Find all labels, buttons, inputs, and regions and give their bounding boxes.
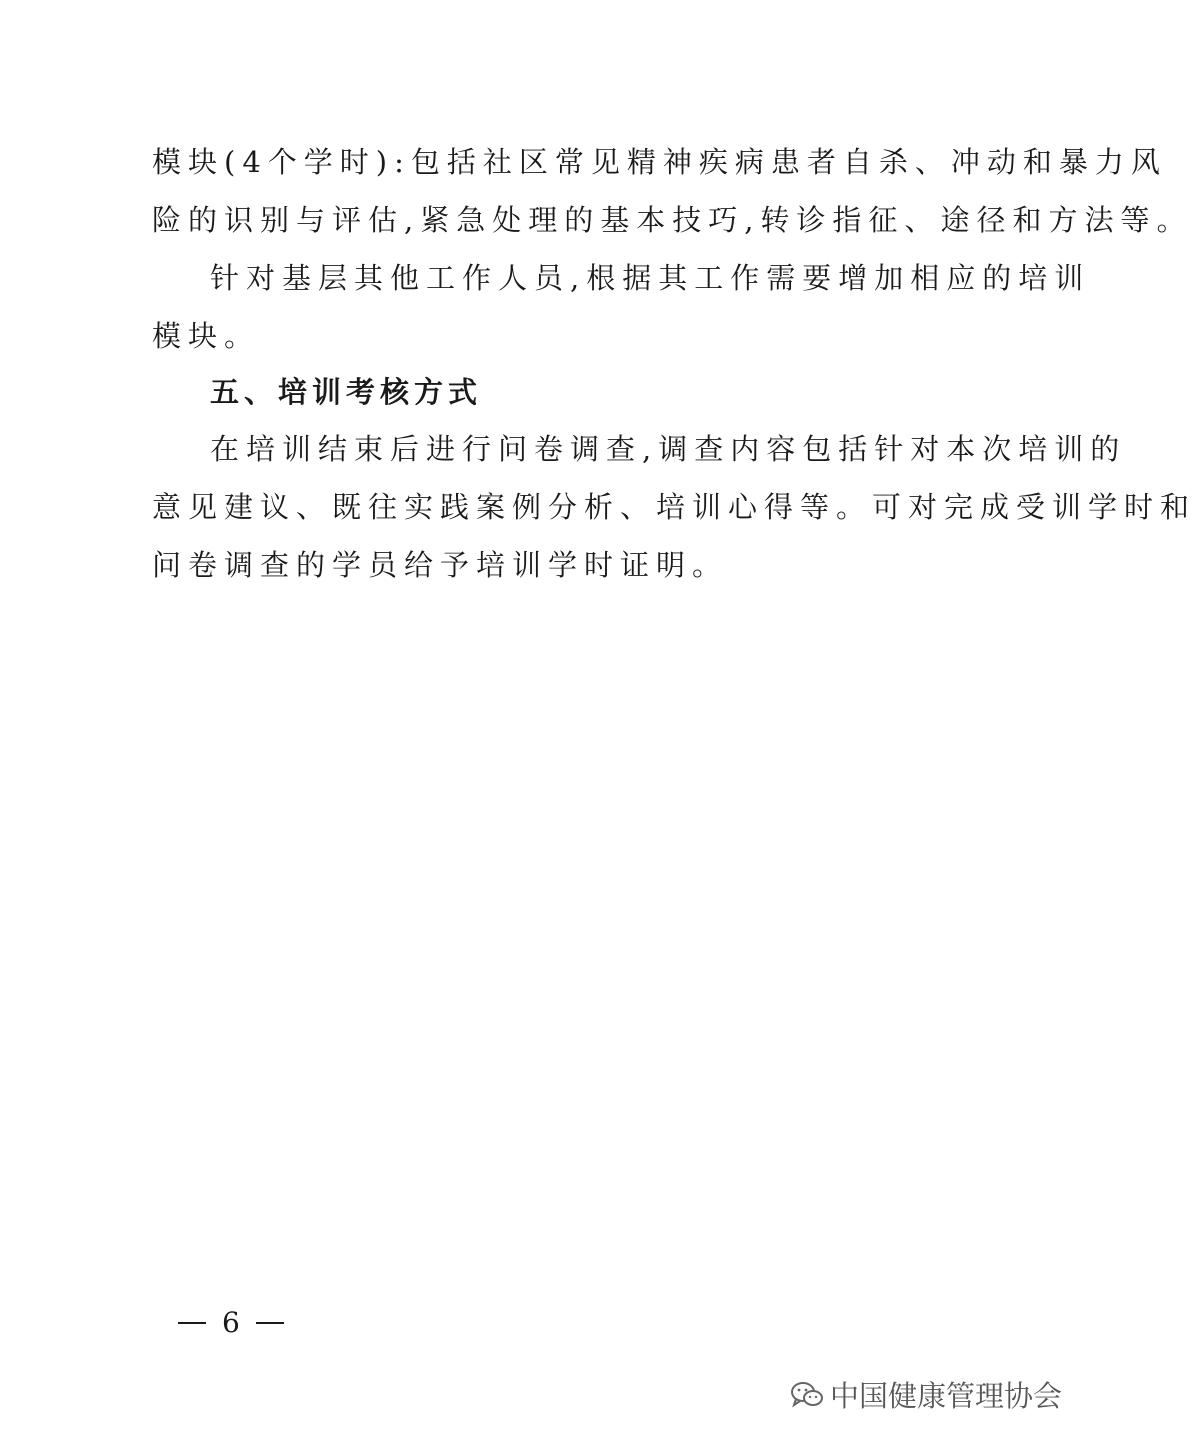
text-line: 在培训结束后进行问卷调查,调查内容包括针对本次培训的 [210, 432, 1127, 466]
text-line: 意见建议、既往实践案例分析、培训心得等。可对完成受训学时和 [152, 490, 1196, 524]
dash-left [178, 1322, 206, 1324]
watermark-text: 中国健康管理协会 [830, 1379, 1063, 1413]
text-line: 针对基层其他工作人员,根据其工作需要增加相应的培训 [210, 261, 1091, 295]
dash-right [256, 1322, 284, 1324]
watermark [790, 1374, 1062, 1415]
text-line: 问卷调查的学员给予培训学时证明。 [152, 548, 729, 582]
section-heading: 五、培训考核方式 [210, 375, 483, 409]
text-line: 模块。 [152, 319, 261, 353]
paragraph-assessment [152, 420, 1196, 594]
page-number-value: 6 [222, 1306, 240, 1339]
text-line: 险的识别与评估,紧急处理的基本技巧,转诊指征、途径和方法等。 [152, 203, 1193, 237]
paragraph-module-content [152, 133, 1193, 249]
paragraph-other-staff [152, 249, 1091, 365]
page-number [178, 1306, 284, 1339]
wechat-icon [790, 1381, 824, 1409]
text-line: 模块(4个学时):包括社区常见精神疾病患者自杀、冲动和暴力风 [152, 145, 1167, 179]
